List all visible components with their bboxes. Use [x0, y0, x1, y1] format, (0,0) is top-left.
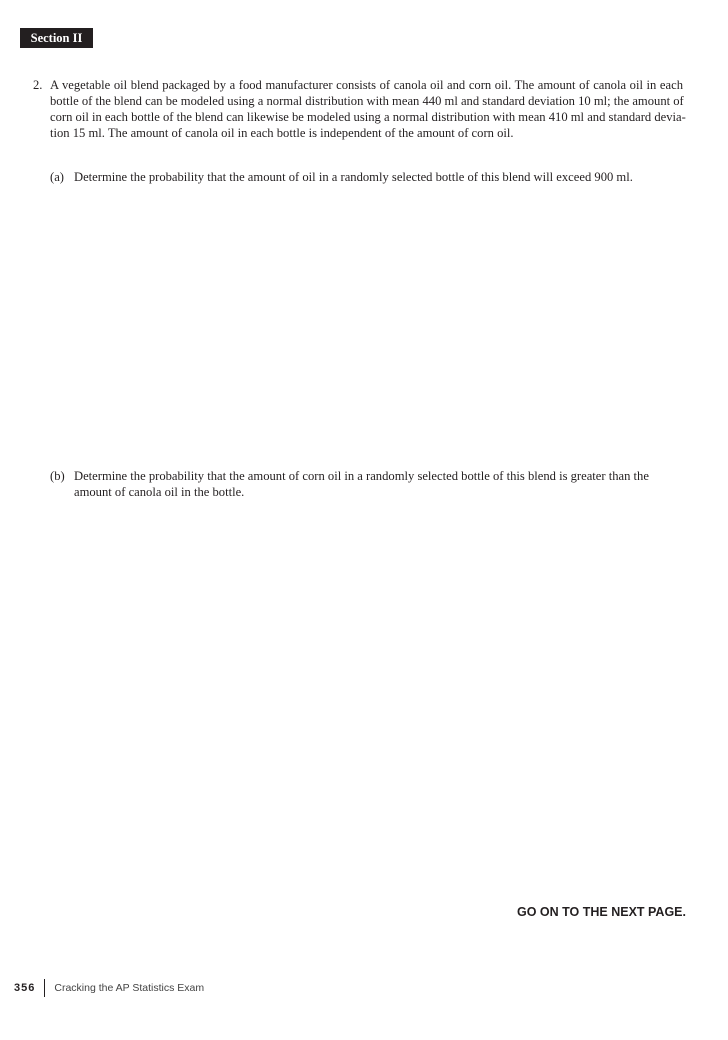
- question-line: bottle of the blend can be modeled using a normal distribution with mean 440 ml and standard deviation 10 ml; the amount of: [50, 94, 684, 108]
- book-title: Cracking the AP Statistics Exam: [54, 982, 205, 994]
- part-b-label: (b): [50, 469, 65, 483]
- footer-divider: [44, 979, 45, 997]
- page-number: 356: [14, 982, 36, 994]
- part-b-line: Determine the probability that the amount of corn oil in a randomly selected bottle of this blend is greater than the: [74, 469, 649, 483]
- part-a-line: Determine the probability that the amount of oil in a randomly selected bottle of this blend will exceed 900 ml.: [74, 170, 633, 184]
- page-footer: [14, 979, 204, 997]
- part-b-text: [74, 468, 649, 500]
- question-line: A vegetable oil blend packaged by a food manufacturer consists of canola oil and corn oil. The amount of canola oil in each: [50, 78, 683, 92]
- part-a-text: [74, 169, 649, 185]
- part-a-label: (a): [50, 170, 64, 184]
- question-text: [50, 77, 686, 141]
- part-b-line: amount of canola oil in the bottle.: [74, 485, 245, 499]
- question-line: tion 15 ml. The amount of canola oil in each bottle is independent of the amount of corn oil.: [50, 126, 514, 140]
- section-label: Section II: [20, 28, 93, 48]
- question-line: corn oil in each bottle of the blend can likewise be modeled using a normal distribution with mean 410 ml and standard devia-: [50, 110, 686, 124]
- go-on-notice: GO ON TO THE NEXT PAGE.: [516, 905, 686, 919]
- question-number: 2.: [33, 78, 43, 92]
